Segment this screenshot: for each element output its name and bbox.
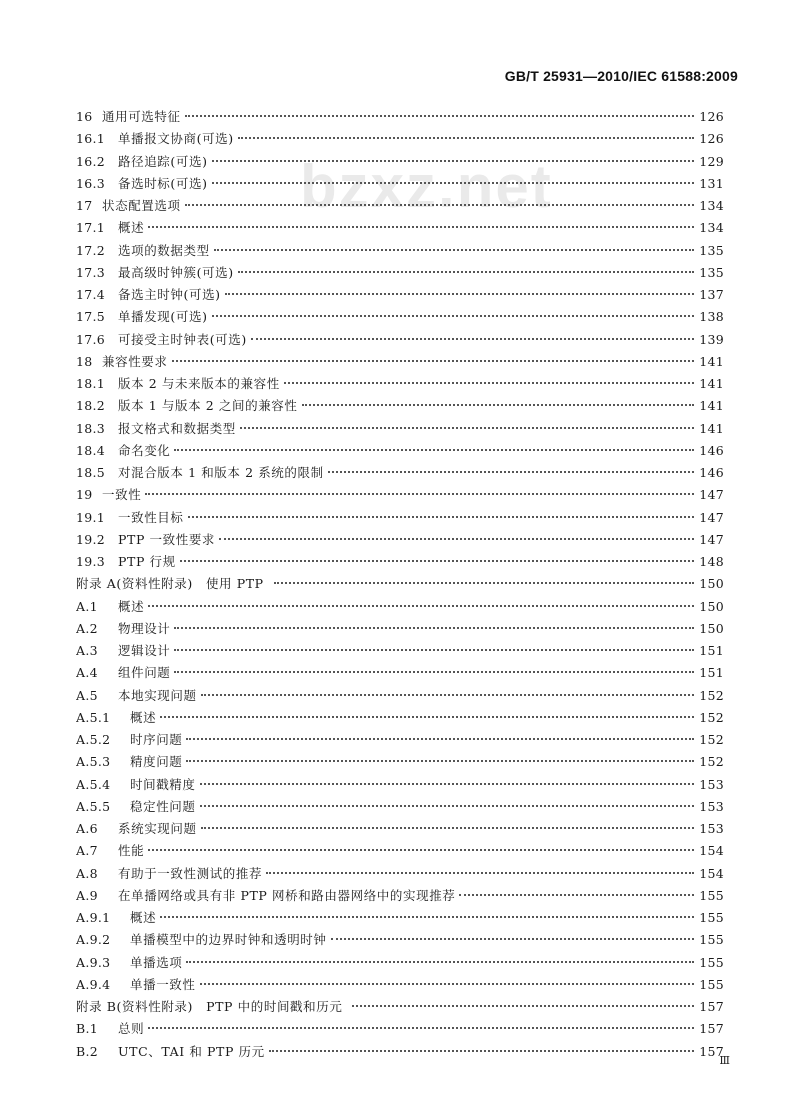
toc-entry-page: 138	[699, 309, 724, 325]
toc-entry-number: 18.5	[76, 465, 106, 480]
toc-entry-number: 17.6	[76, 331, 106, 347]
dot-leader	[174, 449, 694, 451]
toc-entry[interactable]	[76, 863, 724, 885]
toc-entry[interactable]	[76, 974, 724, 996]
toc-entry-title: 兼容性要求	[102, 353, 168, 369]
toc-entry-page: 152	[699, 732, 724, 747]
dot-leader	[174, 627, 694, 629]
toc-entry-page: 147	[699, 487, 724, 503]
toc-entry-title: UTC、TAI 和 PTP 历元	[118, 1043, 265, 1059]
toc-entry[interactable]	[76, 173, 724, 195]
dot-leader	[185, 204, 694, 206]
dot-leader	[459, 894, 694, 896]
dot-leader	[251, 338, 694, 340]
toc-entry-page: 152	[699, 754, 724, 770]
toc-entry-page: 157	[699, 1043, 724, 1059]
toc-entry-title: 通用可选特征	[102, 109, 181, 124]
toc-entry-title: 逻辑设计	[118, 643, 171, 658]
toc-entry-title: 备选时标(可选)	[118, 175, 208, 191]
toc-entry-title: 对混合版本 1 和版本 2 系统的限制	[118, 465, 324, 480]
toc-entry-page: 155	[699, 954, 724, 970]
toc-entry-page: 146	[699, 442, 724, 458]
toc-entry-number: A.9.1	[76, 910, 111, 925]
dot-leader	[188, 516, 694, 518]
toc-entry-number: 18.3	[76, 420, 106, 436]
toc-entry-page: 157	[699, 1021, 724, 1037]
dot-leader	[148, 1027, 694, 1029]
toc-entry[interactable]	[76, 818, 724, 840]
toc-entry-page: 151	[699, 643, 724, 658]
toc-entry-title: 附录 A(资料性附录) 使用 PTP	[76, 576, 264, 592]
toc-entry-title: PTP 一致性要求	[118, 531, 216, 547]
standard-code-header: GB/T 25931—2010/IEC 61588:2009	[504, 68, 738, 84]
toc-entry-number: 16.1	[76, 131, 106, 147]
table-of-contents	[76, 106, 724, 1063]
toc-entry[interactable]	[76, 529, 724, 551]
toc-entry-page: 137	[699, 287, 724, 302]
toc-entry-page: 141	[699, 398, 724, 414]
toc-entry-title: 备选主时钟(可选)	[118, 287, 221, 302]
toc-entry-page: 141	[699, 376, 724, 391]
toc-entry-title: 时序问题	[130, 732, 183, 747]
dot-leader	[274, 582, 694, 584]
toc-entry-title: PTP 行规	[118, 554, 176, 569]
toc-entry-page: 155	[699, 887, 724, 903]
toc-entry-page: 152	[699, 687, 724, 703]
toc-entry-title: 精度问题	[130, 754, 183, 770]
toc-entry-number: A.9.3	[76, 954, 111, 970]
toc-entry-title: 在单播网络或具有非 PTP 网桥和路由器网络中的实现推荐	[118, 887, 456, 903]
toc-entry[interactable]	[76, 707, 724, 729]
toc-entry-page: 154	[699, 865, 724, 881]
toc-entry-number: 19	[76, 487, 93, 503]
toc-entry-page: 135	[699, 264, 724, 280]
dot-leader	[302, 404, 695, 406]
toc-entry[interactable]	[76, 996, 724, 1018]
toc-entry[interactable]	[76, 796, 724, 818]
toc-entry-number: A.5.4	[76, 776, 111, 792]
toc-entry-title: 一致性	[102, 487, 142, 503]
toc-entry-number: 17.2	[76, 242, 106, 258]
toc-entry[interactable]	[76, 395, 724, 417]
toc-entry[interactable]	[76, 373, 724, 395]
dot-leader	[212, 315, 694, 317]
toc-entry[interactable]	[76, 195, 724, 217]
toc-entry[interactable]	[76, 440, 724, 462]
toc-entry-number: A.4	[76, 665, 98, 681]
dot-leader	[352, 1005, 694, 1007]
toc-entry[interactable]	[76, 284, 724, 306]
toc-entry-title: 单播模型中的边界时钟和透明时钟	[130, 932, 327, 948]
toc-entry-page: 154	[699, 843, 724, 859]
dot-leader	[160, 916, 694, 918]
toc-entry-page: 126	[699, 109, 724, 124]
dot-leader	[186, 738, 694, 740]
toc-entry-page: 150	[699, 598, 724, 614]
toc-entry[interactable]	[76, 640, 724, 662]
toc-entry-number: 19.3	[76, 554, 106, 569]
dot-leader	[212, 160, 694, 162]
toc-entry-page: 155	[699, 910, 724, 925]
toc-entry-title: 稳定性问题	[130, 798, 196, 814]
dot-leader	[174, 649, 694, 651]
toc-entry-number: A.5.1	[76, 709, 111, 725]
toc-entry-page: 147	[699, 531, 724, 547]
toc-entry[interactable]	[76, 262, 724, 284]
toc-entry-number: A.9	[76, 887, 98, 903]
toc-entry-title: 报文格式和数据类型	[118, 420, 236, 436]
toc-entry-number: 19.1	[76, 509, 106, 525]
toc-entry-title: 本地实现问题	[118, 687, 197, 703]
toc-entry[interactable]	[76, 685, 724, 707]
dot-leader	[186, 961, 694, 963]
toc-entry-number: A.8	[76, 865, 98, 881]
toc-entry-page: 155	[699, 976, 724, 992]
dot-leader	[174, 671, 694, 673]
toc-entry-page: 141	[699, 420, 724, 436]
toc-entry[interactable]	[76, 217, 724, 239]
dot-leader	[212, 182, 694, 184]
toc-entry-page: 134	[699, 220, 724, 236]
toc-entry-title: 版本 1 与版本 2 之间的兼容性	[118, 398, 298, 414]
dot-leader	[200, 983, 694, 985]
toc-entry-number: 16.2	[76, 153, 106, 169]
dot-leader	[214, 249, 694, 251]
toc-entry[interactable]	[76, 840, 724, 862]
toc-entry-page: 146	[699, 465, 724, 480]
dot-leader	[225, 293, 694, 295]
toc-entry-title: 命名变化	[118, 442, 171, 458]
dot-leader	[238, 271, 694, 273]
toc-entry[interactable]	[76, 907, 724, 929]
dot-leader	[284, 382, 694, 384]
toc-entry-number: B.1	[76, 1021, 99, 1037]
dot-leader	[180, 560, 694, 562]
toc-entry-number: B.2	[76, 1043, 99, 1059]
toc-entry-title: 时间戳精度	[130, 776, 196, 792]
toc-entry-number: 17	[76, 198, 93, 213]
toc-entry-page: 129	[699, 153, 724, 169]
dot-leader	[172, 360, 694, 362]
toc-entry-title: 总则	[118, 1021, 145, 1037]
toc-entry[interactable]	[76, 106, 724, 128]
toc-entry-page: 139	[699, 331, 724, 347]
toc-entry-title: 组件问题	[118, 665, 171, 681]
toc-entry-title: 版本 2 与未来版本的兼容性	[118, 376, 280, 391]
dot-leader	[238, 137, 694, 139]
toc-entry-page: 152	[699, 709, 724, 725]
toc-entry-title: 物理设计	[118, 620, 171, 636]
toc-entry-page: 153	[699, 776, 724, 792]
toc-entry-page: 126	[699, 131, 724, 147]
toc-entry-page: 157	[699, 999, 724, 1014]
dot-leader	[148, 849, 694, 851]
toc-entry[interactable]	[76, 1018, 724, 1040]
toc-entry-title: 可接受主时钟表(可选)	[118, 331, 247, 347]
toc-entry-number: A.5.2	[76, 732, 111, 747]
toc-entry-title: 选项的数据类型	[118, 242, 210, 258]
toc-entry[interactable]	[76, 329, 724, 351]
toc-entry[interactable]	[76, 729, 724, 751]
toc-entry-title: 单播发现(可选)	[118, 309, 208, 325]
toc-entry-number: 18.4	[76, 442, 106, 458]
toc-entry-title: 系统实现问题	[118, 821, 197, 836]
toc-entry-number: A.5.5	[76, 798, 111, 814]
dot-leader	[219, 538, 694, 540]
toc-entry-title: 单播一致性	[130, 976, 196, 992]
toc-entry-number: 18	[76, 353, 93, 369]
toc-entry[interactable]	[76, 662, 724, 684]
toc-entry-title: 最高级时钟簇(可选)	[118, 264, 234, 280]
toc-entry[interactable]	[76, 351, 724, 373]
toc-entry-title: 一致性目标	[118, 509, 184, 525]
dot-leader	[269, 1050, 694, 1052]
toc-entry-page: 141	[699, 353, 724, 369]
toc-entry-title: 概述	[130, 910, 157, 925]
toc-entry-title: 有助于一致性测试的推荐	[118, 865, 263, 881]
dot-leader	[200, 783, 694, 785]
toc-entry-title: 概述	[118, 220, 145, 236]
toc-entry-page: 151	[699, 665, 724, 681]
toc-entry-page: 134	[699, 198, 724, 213]
toc-entry-title: 状态配置选项	[102, 198, 181, 213]
toc-entry[interactable]	[76, 573, 724, 595]
dot-leader	[331, 938, 694, 940]
toc-entry-number: 18.2	[76, 398, 106, 414]
toc-entry[interactable]	[76, 774, 724, 796]
toc-entry-page: 155	[699, 932, 724, 948]
toc-entry-number: A.9.4	[76, 976, 111, 992]
toc-entry-title: 概述	[130, 709, 157, 725]
toc-entry-page: 147	[699, 509, 724, 525]
dot-leader	[145, 493, 694, 495]
toc-entry-number: 16.3	[76, 175, 106, 191]
toc-entry-number: A.2	[76, 620, 98, 636]
toc-entry-number: A.6	[76, 821, 98, 836]
toc-entry-number: A.1	[76, 598, 98, 614]
toc-entry-number: A.7	[76, 843, 98, 859]
toc-entry-page: 150	[699, 576, 724, 592]
toc-entry[interactable]	[76, 551, 724, 573]
toc-entry-page: 131	[699, 175, 724, 191]
toc-entry[interactable]	[76, 418, 724, 440]
toc-entry-number: 17.3	[76, 264, 106, 280]
dot-leader	[201, 694, 694, 696]
toc-entry-number: 19.2	[76, 531, 106, 547]
toc-entry[interactable]	[76, 151, 724, 173]
toc-entry-page: 153	[699, 798, 724, 814]
toc-entry-title: 附录 B(资料性附录) PTP 中的时间戳和历元	[76, 999, 343, 1014]
toc-entry[interactable]	[76, 306, 724, 328]
toc-entry-title: 路径追踪(可选)	[118, 153, 208, 169]
dot-leader	[201, 827, 694, 829]
toc-entry-title: 单播报文协商(可选)	[118, 131, 234, 147]
dot-leader	[186, 760, 694, 762]
toc-entry-title: 概述	[118, 598, 145, 614]
toc-entry-number: A.9.2	[76, 932, 111, 948]
toc-entry-page: 153	[699, 821, 724, 836]
dot-leader	[266, 872, 694, 874]
toc-entry[interactable]	[76, 240, 724, 262]
toc-entry-number: 17.4	[76, 287, 106, 302]
toc-entry-number: A.5.3	[76, 754, 111, 770]
toc-entry[interactable]	[76, 507, 724, 529]
dot-leader	[148, 226, 694, 228]
toc-entry-number: 17.5	[76, 309, 106, 325]
toc-entry[interactable]	[76, 885, 724, 907]
toc-entry-number: 18.1	[76, 376, 106, 391]
dot-leader	[200, 805, 694, 807]
watermark: bzxz.net	[300, 153, 553, 220]
dot-leader	[160, 716, 694, 718]
toc-entry[interactable]	[76, 128, 724, 150]
dot-leader	[328, 471, 694, 473]
toc-entry[interactable]	[76, 596, 724, 618]
toc-entry[interactable]	[76, 751, 724, 773]
dot-leader	[185, 115, 694, 117]
toc-entry-page: 148	[699, 554, 724, 569]
toc-entry-page: 135	[699, 242, 724, 258]
toc-entry-title: 性能	[118, 843, 145, 859]
toc-entry[interactable]	[76, 929, 724, 951]
toc-entry[interactable]	[76, 484, 724, 506]
toc-entry[interactable]	[76, 462, 724, 484]
toc-entry[interactable]	[76, 1041, 724, 1063]
toc-entry[interactable]	[76, 952, 724, 974]
toc-entry-number: A.5	[76, 687, 98, 703]
page-number-footer: Ⅲ	[719, 1054, 730, 1067]
toc-entry-number: A.3	[76, 643, 98, 658]
toc-entry-number: 16	[76, 109, 93, 124]
toc-entry-title: 单播选项	[130, 954, 183, 970]
toc-entry[interactable]	[76, 618, 724, 640]
toc-entry-page: 150	[699, 620, 724, 636]
dot-leader	[148, 605, 694, 607]
dot-leader	[240, 427, 694, 429]
toc-entry-number: 17.1	[76, 220, 106, 236]
